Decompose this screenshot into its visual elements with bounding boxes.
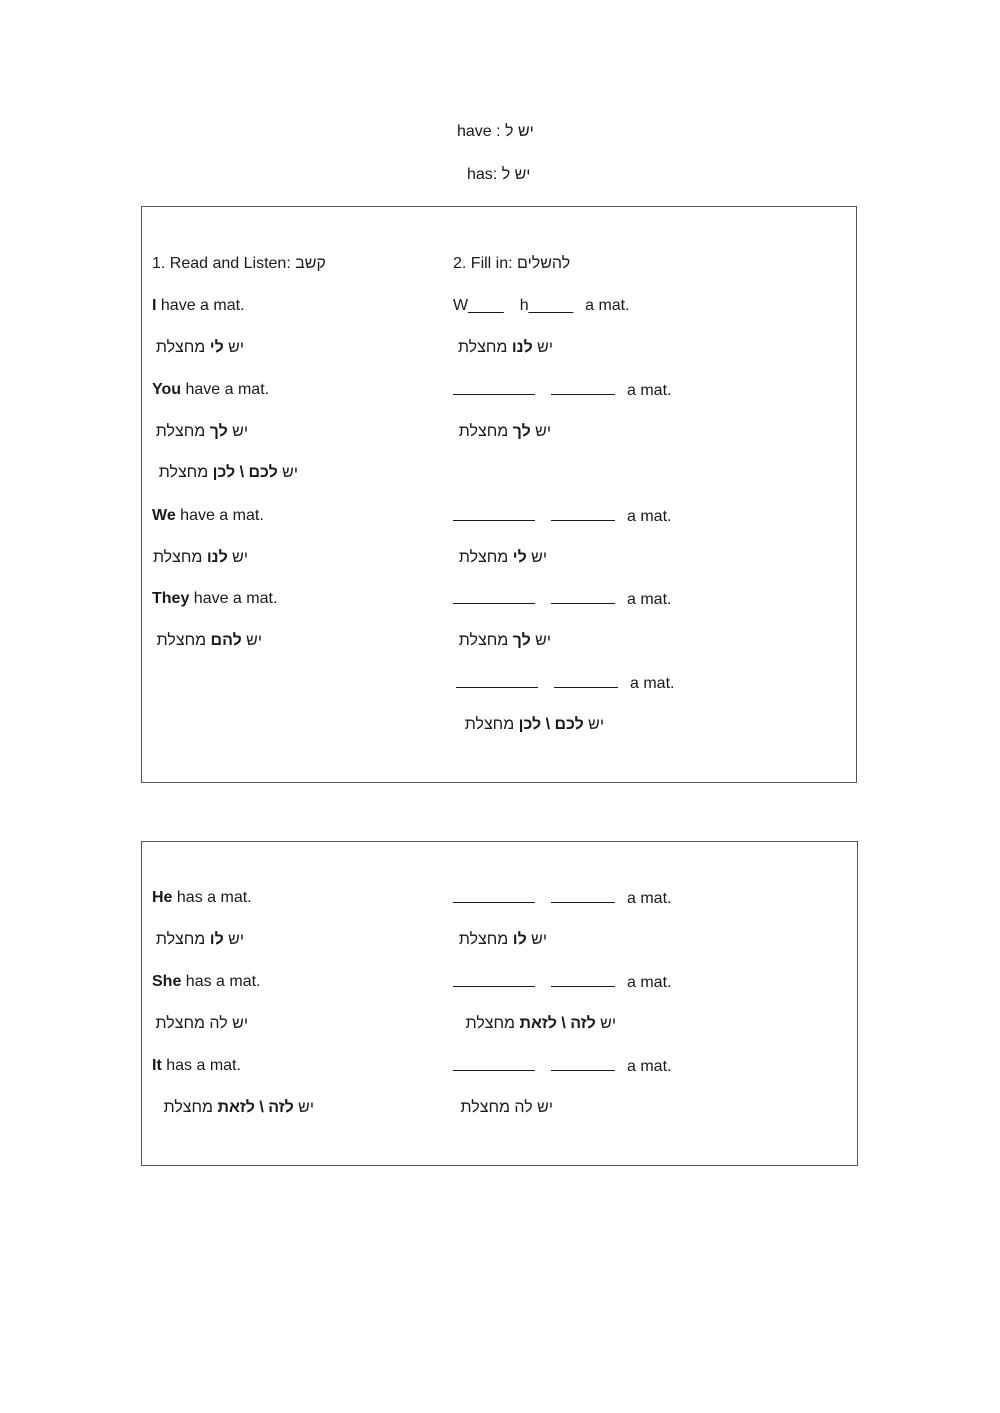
fill-hebrew-li: יש לי מחצלת — [458, 549, 547, 566]
sentence-they — [152, 589, 277, 609]
blank-verb[interactable] — [551, 1056, 615, 1071]
subject: It — [152, 1057, 162, 1074]
hebrew-lachem: יש לכם \ לכן מחצלת — [158, 464, 298, 481]
blank-verb[interactable] — [551, 506, 615, 521]
a-mat: a mat. — [627, 1058, 672, 1075]
sentence-she — [152, 972, 261, 992]
heading-he: להשלים — [517, 255, 571, 272]
read-listen-heading — [152, 254, 326, 274]
fill-row-8 — [453, 1056, 671, 1077]
a-mat: a mat. — [627, 890, 672, 907]
fill-hebrew-lanu: יש לנו מחצלת — [457, 339, 553, 356]
blank-subject[interactable] — [453, 972, 535, 987]
a-mat: a mat. — [585, 297, 630, 314]
sentence-i — [152, 296, 245, 316]
heading-he: קשב — [295, 255, 326, 272]
blank-verb[interactable] — [551, 589, 615, 604]
subject: She — [152, 973, 182, 990]
fill-row-5 — [456, 673, 674, 694]
subject: I — [152, 297, 157, 314]
blank-verb[interactable] — [551, 888, 615, 903]
have-exercise-box — [141, 206, 857, 783]
blank-subject[interactable] — [453, 380, 535, 395]
subject: He — [152, 889, 173, 906]
a-mat: a mat. — [627, 591, 672, 608]
blank-verb[interactable] — [551, 972, 615, 987]
hebrew-lo: יש לו מחצלת — [155, 931, 244, 948]
hebrew-laze: יש לזה \ לזאת מחצלת — [163, 1099, 314, 1116]
heading-en: 1. Read and Listen: — [152, 255, 291, 272]
predicate: have a mat. — [189, 590, 278, 607]
hebrew-lanu: יש לנו מחצלת — [152, 549, 248, 566]
has-definition — [467, 165, 530, 185]
fill-in-heading — [453, 254, 570, 274]
fill-row-1 — [453, 296, 630, 316]
predicate: have a mat. — [175, 507, 264, 524]
fill-hebrew-la: יש לה מחצלת — [460, 1099, 553, 1116]
fill-row-4 — [453, 589, 671, 610]
sentence-it — [152, 1056, 241, 1076]
blank-subject[interactable] — [453, 589, 535, 604]
subject: They — [152, 590, 190, 607]
hebrew-la: יש לה מחצלת — [155, 1015, 248, 1032]
fill-row-6 — [453, 888, 671, 909]
subject: You — [152, 381, 182, 398]
fill-row-7 — [453, 972, 671, 993]
predicate: has a mat. — [172, 889, 252, 906]
fill-hebrew-lecha: יש לך מחצלת — [458, 423, 551, 440]
fill-hebrew-laze: יש לזה \ לזאת מחצלת — [465, 1015, 616, 1032]
fill-hebrew-lachem: יש לכם \ לכן מחצלת — [464, 716, 604, 733]
a-mat: a mat. — [627, 382, 672, 399]
predicate: has a mat. — [161, 1057, 241, 1074]
separator: : — [491, 123, 506, 140]
blank-w[interactable]: W____ — [453, 297, 504, 314]
sentence-you — [152, 380, 269, 400]
blank-h[interactable]: h_____ — [519, 297, 574, 314]
sentence-he — [152, 888, 252, 908]
blank-verb[interactable] — [551, 380, 615, 395]
hebrew-lecha: יש לך מחצלת — [155, 423, 248, 440]
predicate: have a mat. — [156, 297, 245, 314]
sentence-we — [152, 506, 264, 526]
fill-hebrew-lo: יש לו מחצלת — [458, 931, 547, 948]
fill-hebrew-lecha-2: יש לך מחצלת — [458, 632, 551, 649]
blank-subject[interactable] — [453, 1056, 535, 1071]
blank-subject[interactable] — [453, 888, 535, 903]
has-word: has: — [467, 166, 498, 183]
blank-subject[interactable] — [453, 506, 535, 521]
has-hebrew: יש ל — [501, 166, 531, 183]
hebrew-lahem: יש להם מחצלת — [156, 632, 262, 649]
fill-row-2 — [453, 380, 671, 401]
blank-verb[interactable] — [554, 673, 618, 688]
a-mat: a mat. — [627, 974, 672, 991]
a-mat: a mat. — [627, 508, 672, 525]
subject: We — [152, 507, 176, 524]
a-mat: a mat. — [630, 675, 675, 692]
predicate: have a mat. — [181, 381, 270, 398]
predicate: has a mat. — [181, 973, 261, 990]
have-word: have — [457, 123, 492, 140]
hebrew-li: יש לי מחצלת — [155, 339, 244, 356]
have-hebrew: יש ל — [505, 123, 534, 140]
have-definition — [457, 122, 534, 142]
fill-row-3 — [453, 506, 671, 527]
blank-subject[interactable] — [456, 673, 538, 688]
heading-en: 2. Fill in: — [453, 255, 513, 272]
